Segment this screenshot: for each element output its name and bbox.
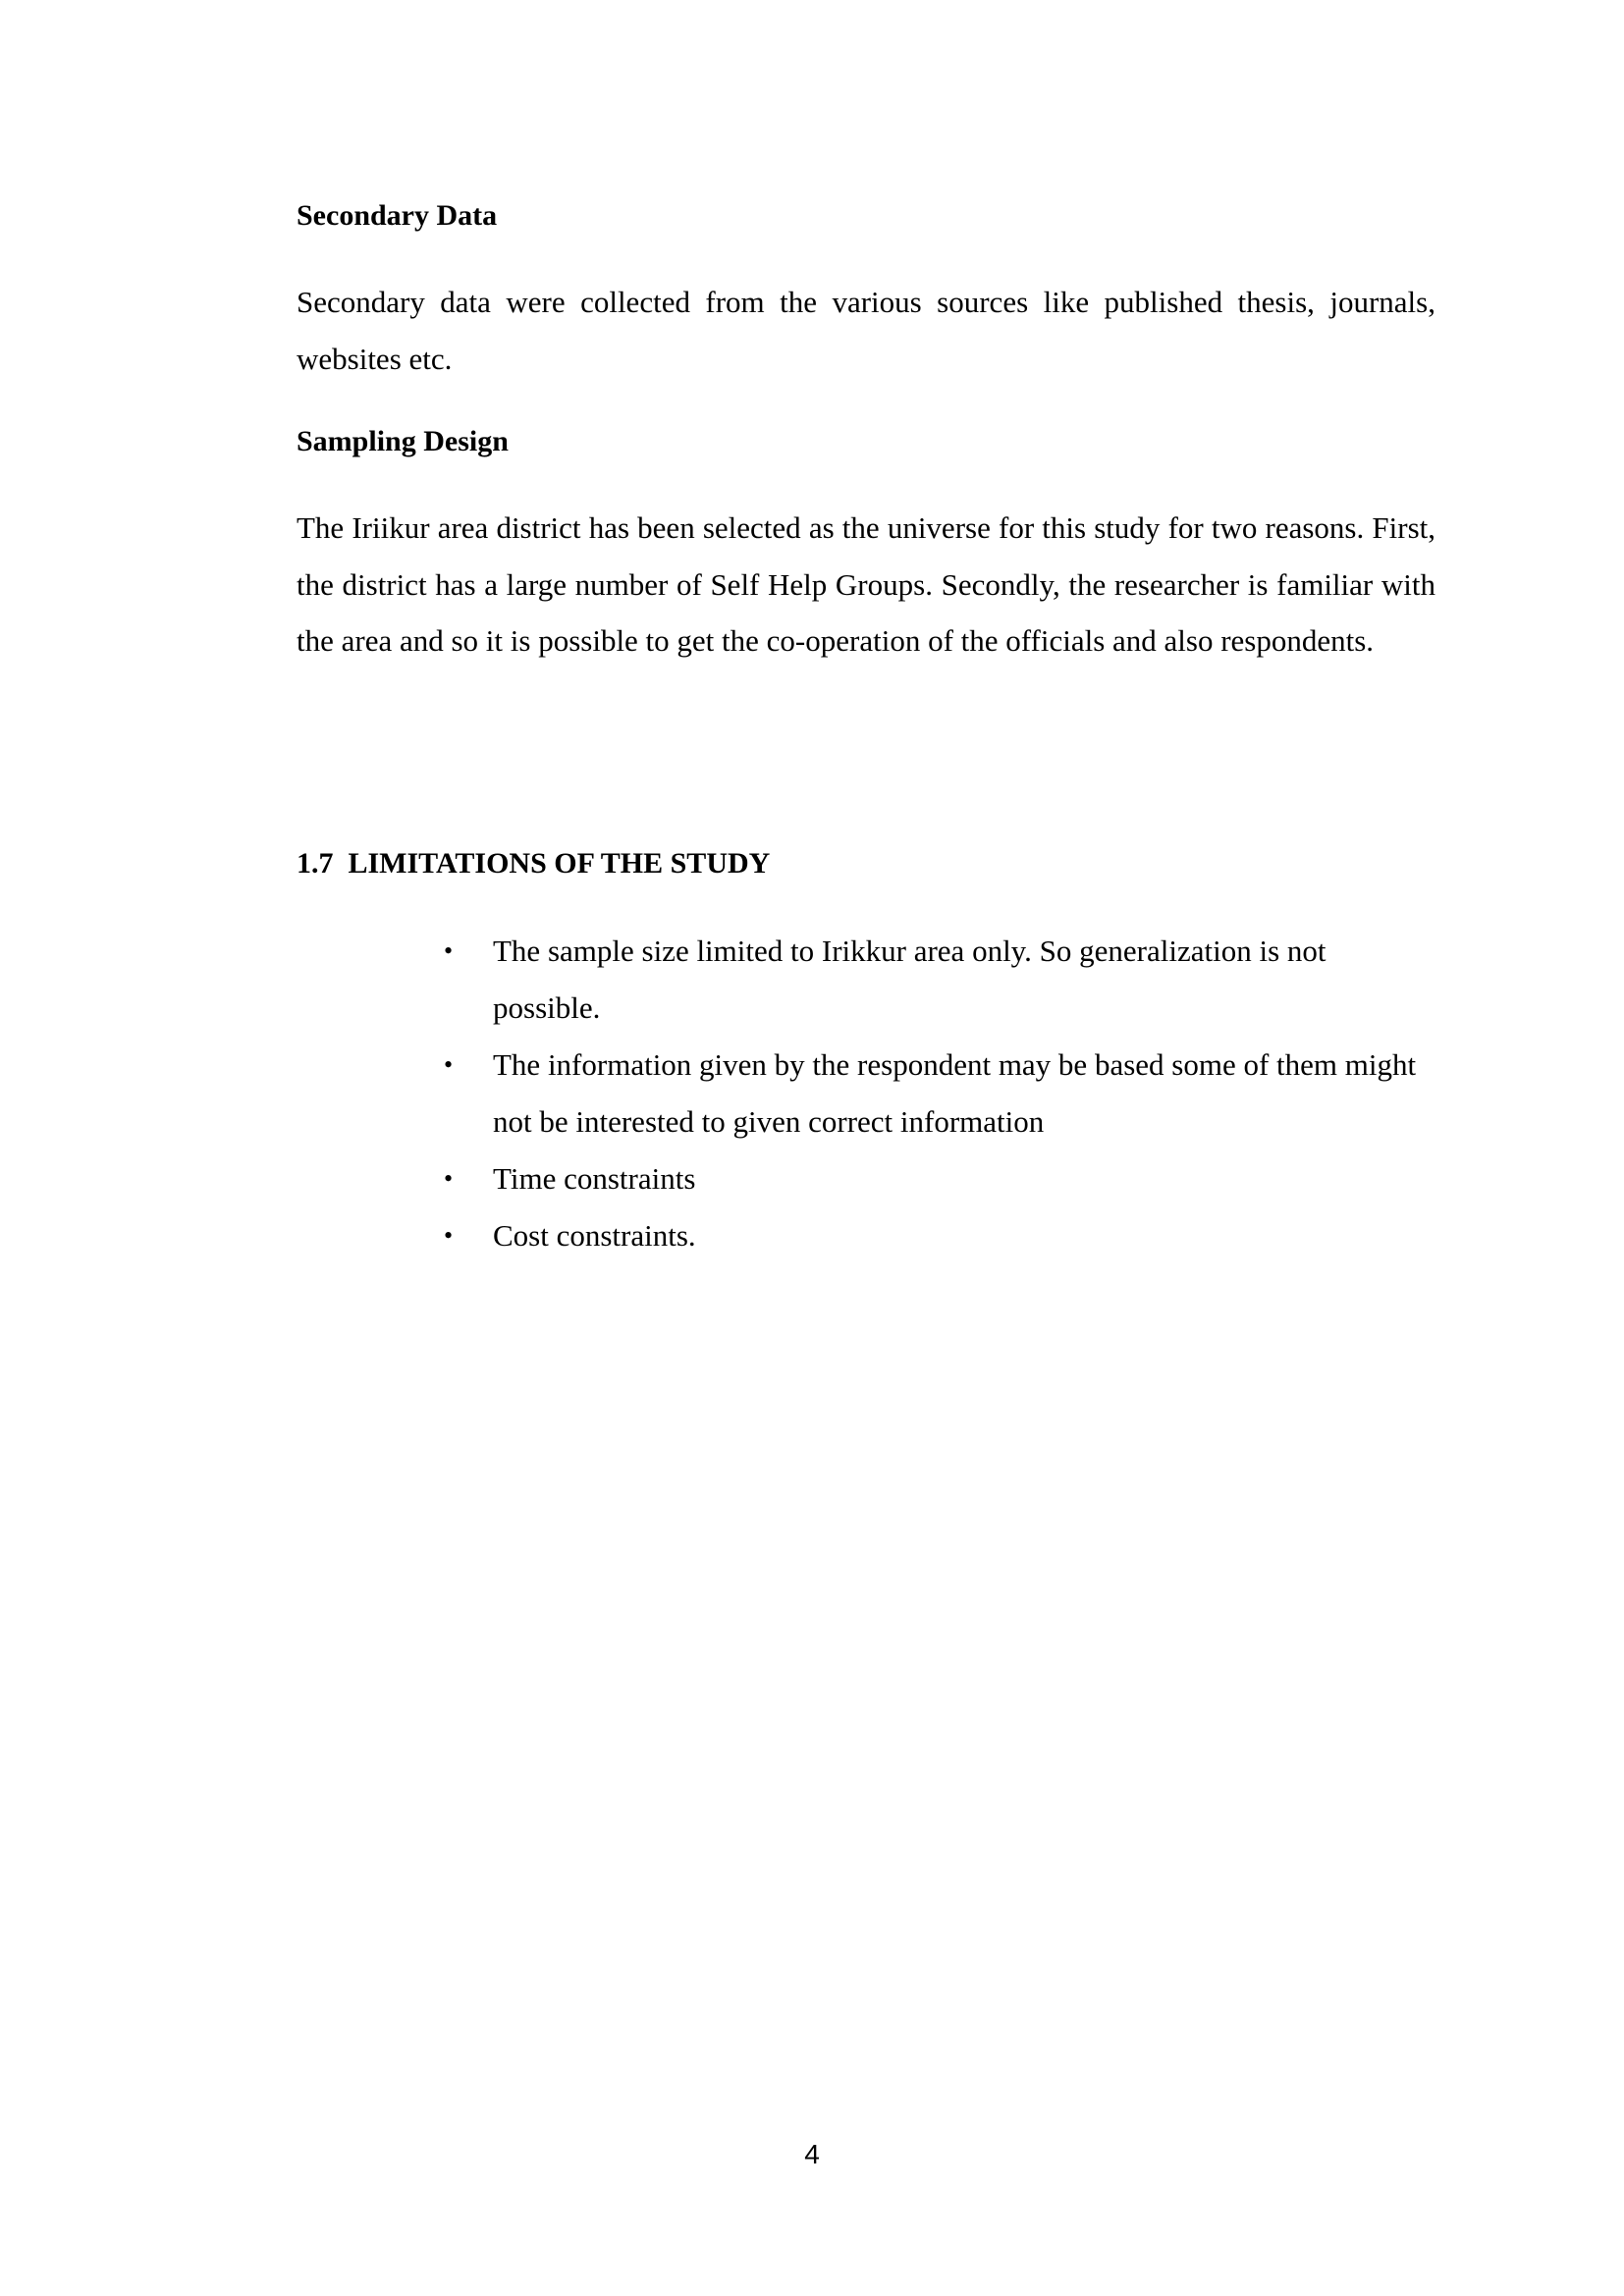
secondary-data-heading: Secondary Data [297, 199, 498, 232]
list-item [444, 923, 1435, 1037]
list-item-text: Cost constraints. [493, 1218, 696, 1253]
limitations-heading: 1.7 LIMITATIONS OF THE STUDY [297, 847, 771, 880]
list-item-text: The information given by the respondent may be based some of them might not be interested to given correct information [493, 1047, 1417, 1139]
bullet-icon: • [444, 1050, 454, 1079]
list-item-text: The sample size limited to Irikkur area only. So generalization is not possible. [493, 934, 1326, 1025]
bullet-icon: • [444, 936, 454, 965]
sampling-design-heading: Sampling Design [297, 425, 509, 457]
list-item-text: Time constraints [493, 1161, 696, 1196]
list-item [444, 1150, 1435, 1207]
secondary-data-paragraph: Secondary data were collected from the various sources like published thesis, journals, websites etc. [297, 285, 1435, 376]
page-number: 4 [804, 2139, 820, 2169]
sampling-design-paragraph: The Iriikur area district has been selected as the universe for this study for two reasons. First, the district has a large number of Self Help Groups. Secondly, the researcher is familiar with the area and so it is possible to get the co-operation of the officials and also respondents. [297, 510, 1435, 658]
limitations-list [444, 923, 1435, 1264]
list-item [444, 1037, 1435, 1150]
list-item [444, 1207, 1435, 1264]
bullet-icon: • [444, 1221, 454, 1250]
bullet-icon: • [444, 1164, 454, 1193]
